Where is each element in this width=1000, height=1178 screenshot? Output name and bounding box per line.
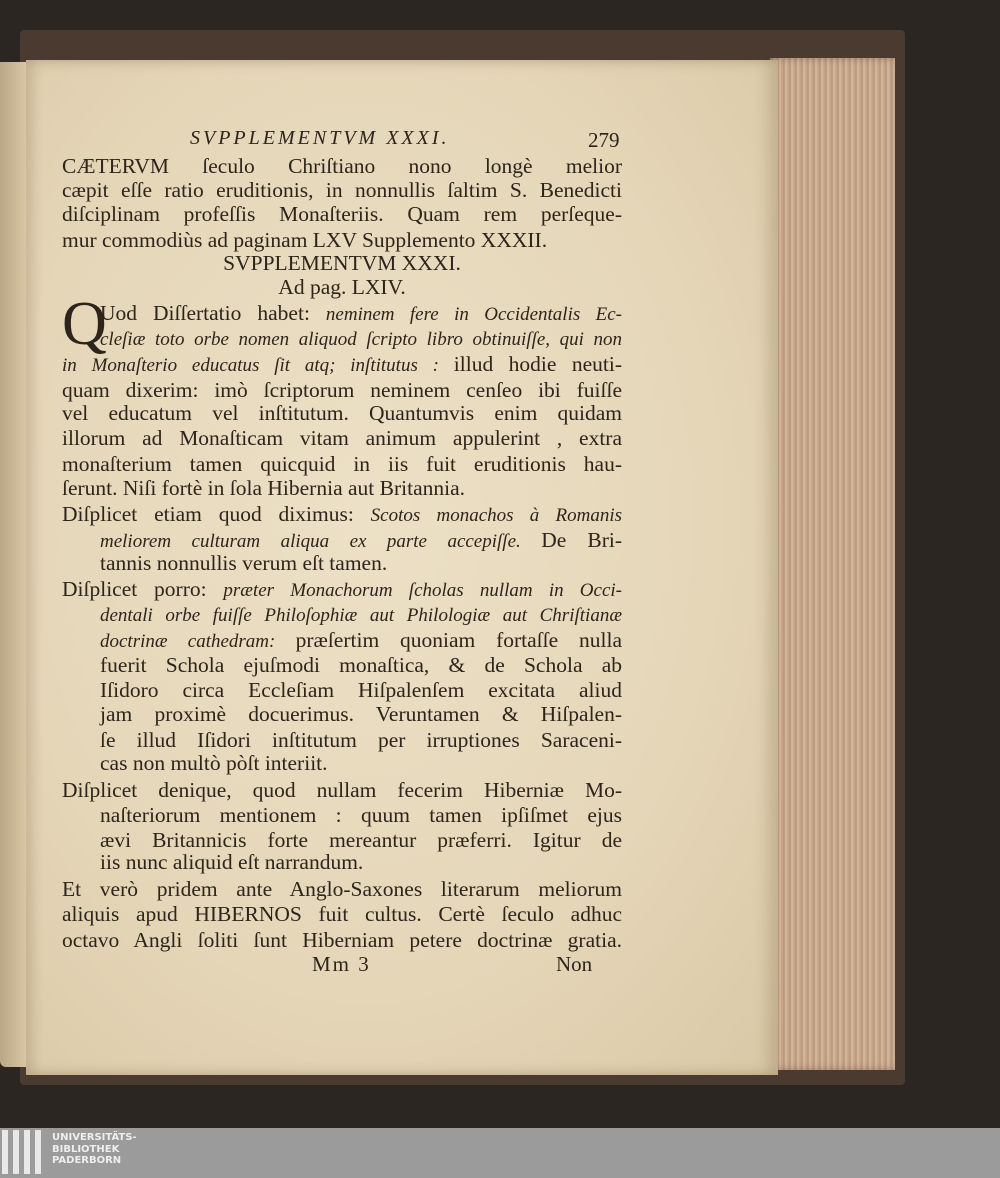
page-number: 279 bbox=[588, 128, 620, 152]
text-line bbox=[62, 274, 622, 300]
roman-text: aliquis apud HIBERNOS fuit cultus. Certè ſeculo adhuc bbox=[62, 902, 622, 926]
text-line bbox=[62, 177, 622, 203]
italic-quote: præter Monachorum ſcholas nullam in Occi- bbox=[223, 580, 622, 601]
text-line bbox=[62, 576, 622, 604]
text-line bbox=[100, 652, 622, 678]
roman-text: mur commodiùs ad paginam LXV Supplemento XXXII. bbox=[62, 228, 548, 252]
roman-text: ſe illud Iſidori inſtitutum per irruptiones Saracenі- bbox=[100, 728, 622, 752]
roman-text: vel educatum vel inſtitutum. Quantumvis enim quidam bbox=[62, 401, 622, 425]
roman-text: CÆTERVM ſeculo Chriſtiano nono longè melior bbox=[62, 154, 622, 178]
italic-quote: dentali orbe fuiſſe Philoſophiæ aut Philologiæ aut Chriſtianæ bbox=[100, 605, 622, 626]
roman-text: De Bri- bbox=[541, 528, 622, 552]
text-line bbox=[100, 802, 622, 828]
roman-text: cas non multò pòſt interiit. bbox=[100, 751, 328, 775]
text-line bbox=[62, 400, 622, 426]
roman-text: Diſplicet etiam quod diximus: bbox=[62, 502, 371, 526]
text-line bbox=[100, 627, 622, 655]
text-line bbox=[100, 849, 622, 875]
text-line bbox=[62, 927, 622, 953]
roman-text: quam dixerim: imò ſcriptorum neminem cenſeo ibi fuiſſe bbox=[62, 378, 622, 402]
drop-cap: Q bbox=[62, 290, 107, 358]
italic-quote: doctrinæ cathedram: bbox=[100, 631, 296, 652]
roman-text: SVPPLEMENTVM XXXI. bbox=[223, 251, 461, 275]
roman-text: octavo Angli ſoliti ſunt Hiberniam petere doctrinæ gratia. bbox=[62, 928, 622, 952]
text-line bbox=[100, 750, 622, 776]
text-line bbox=[100, 601, 622, 629]
roman-text: diſciplinam profeſſis Monaſteriis. Quam rem perſeque- bbox=[62, 202, 622, 226]
text-line bbox=[62, 901, 622, 927]
italic-quote: neminem fere in Occidentalis Ec- bbox=[325, 304, 623, 325]
roman-text: naſteriorum mentionem : quum tamen ipſiſmet ejus bbox=[100, 803, 622, 827]
italic-quote: meliorem culturam aliqua ex parte accepiſſe. bbox=[100, 531, 542, 552]
roman-text: jam proximè docuerimus. Veruntamen & Hiſpalen- bbox=[100, 702, 622, 726]
roman-text: illud hodie neuti- bbox=[453, 352, 622, 376]
text-line bbox=[100, 300, 622, 328]
roman-text: Uod Diſſertatio habet: bbox=[100, 301, 326, 325]
library-logo-text: UNIVERSITÄTS- BIBLIOTHEK PADERBORN bbox=[52, 1132, 137, 1166]
roman-text: Iſidoro circa Eccleſiam Hiſpalenſem excitata aliud bbox=[100, 678, 622, 702]
text-line bbox=[100, 701, 622, 727]
footer-bar bbox=[0, 1128, 1000, 1178]
roman-text: cæpit eſſe ratio eruditionis, in nonnullis ſaltim S. Benedicti bbox=[62, 178, 622, 202]
text-line bbox=[62, 250, 622, 276]
roman-text: illorum ad Monaſticam vitam animum appulerint , extra bbox=[62, 426, 622, 450]
text-line bbox=[62, 475, 622, 501]
italic-quote: in Monaſterio educatus ſit atq; inſtitutus : bbox=[62, 355, 454, 376]
text-line bbox=[100, 677, 622, 703]
text-line bbox=[62, 351, 622, 379]
text-line bbox=[62, 425, 622, 451]
text-line bbox=[100, 550, 622, 576]
page-block-edge bbox=[770, 58, 895, 1070]
catchword: Non bbox=[556, 952, 593, 976]
running-head: SVPPLEMENTVM XXXI. bbox=[190, 127, 450, 149]
roman-text: Diſplicet porro: bbox=[62, 577, 224, 601]
roman-text: Et verò pridem ante Anglo-Saxones literarum meliorum bbox=[62, 877, 622, 901]
text-line bbox=[100, 325, 622, 353]
roman-text: monaſterium tamen quicquid in iis fuit eruditionis hau- bbox=[62, 452, 622, 476]
roman-text: tannis nonnullis verum eſt tamen. bbox=[100, 551, 388, 575]
text-line bbox=[62, 501, 622, 529]
roman-text: Diſplicet denique, quod nullam fecerim Hiberniæ Mo- bbox=[62, 778, 622, 802]
text-line bbox=[62, 451, 622, 477]
text-line bbox=[62, 777, 622, 803]
text-line bbox=[62, 201, 622, 227]
roman-text: ævi Britannicis forte mereantur præferri. Igitur de bbox=[100, 828, 622, 852]
italic-quote: Scotos monachos à Romanis bbox=[370, 505, 622, 526]
roman-text: iis nunc aliquid eſt narrandum. bbox=[100, 850, 364, 874]
signature-mark: Mm 3 bbox=[312, 952, 371, 976]
roman-text: Ad pag. LXIV. bbox=[278, 275, 406, 299]
text-line bbox=[62, 876, 622, 902]
roman-text: ſerunt. Niſi fortè in ſola Hibernia aut Britannia. bbox=[62, 476, 466, 500]
italic-quote: cleſiæ toto orbe nomen aliquod ſcripto libro obtinuiſſe, qui non bbox=[100, 329, 622, 350]
roman-text: fuerit Schola ejuſmodi monaſtica, & de Schola ab bbox=[100, 653, 622, 677]
text-line bbox=[62, 153, 622, 179]
roman-text: præſertim quoniam fortaſſe nulla bbox=[295, 628, 622, 652]
library-logo-icon bbox=[2, 1130, 41, 1174]
